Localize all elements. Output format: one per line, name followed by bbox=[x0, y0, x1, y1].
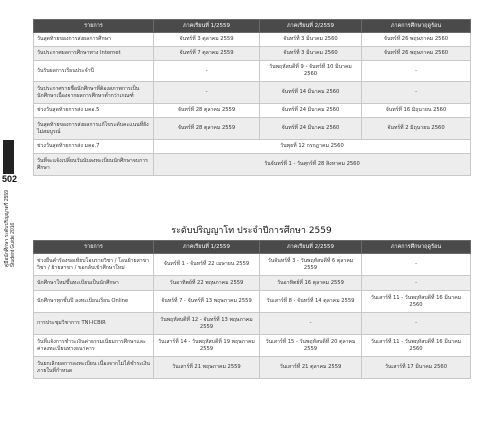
table-row bbox=[34, 61, 471, 82]
cell: จันทร์ที่ 3 มีนาคม 2560 bbox=[260, 47, 362, 61]
running-header bbox=[4, 190, 16, 267]
row-label: ช่วงวันสุดท้ายการส่ง มคอ.5 bbox=[34, 104, 154, 118]
cell: วันเสาร์ที่ 14 - วันพฤหัสบดีที่ 19 พฤษภาคม 2559 bbox=[154, 335, 260, 357]
row-label: นักศึกษาใหม่ขึ้นทะเบียนเป็นนักศึกษา bbox=[34, 276, 154, 291]
column-header: ภาคเรียนที่ 1/2559 bbox=[154, 241, 260, 254]
row-label: วันประกาศรายชื่อนักศึกษาที่ต้องสภาพการเป็นนักศึกษาเนื่องจากผลการศึกษาต่ำกว่าเกณฑ์ bbox=[34, 82, 154, 104]
table-row bbox=[34, 82, 471, 104]
merged-cell: วันจันทร์ที่ 1 - วันศุกร์ที่ 28 สิงหาคม 2560 bbox=[154, 154, 471, 176]
table-row bbox=[34, 313, 471, 335]
column-header: ภาคเรียนที่ 2/2559 bbox=[260, 20, 362, 33]
cell: วันเสาร์ที่ 11 - วันพฤหัสบดีที่ 16 มีนาคม 2560 bbox=[362, 335, 471, 357]
chapter-tab-marker bbox=[3, 140, 14, 174]
row-label: วันยกเลิกผลการลงทะเบียน เนื่องจากไม่ได้ชำระเงินภายในที่กำหนด bbox=[34, 357, 154, 379]
cell: จันทร์ที่ 3 ตุลาคม 2559 bbox=[154, 33, 260, 47]
column-header: รายการ bbox=[34, 20, 154, 33]
cell: จันทร์ที่ 7 ตุลาคม 2559 bbox=[154, 47, 260, 61]
cell: - bbox=[362, 82, 471, 104]
table-row bbox=[34, 47, 471, 61]
page-number: 502 bbox=[2, 174, 18, 184]
row-label: วันประกาศผลการศึกษาทาง Internet bbox=[34, 47, 154, 61]
cell: - bbox=[154, 82, 260, 104]
table-row bbox=[34, 104, 471, 118]
running-header-line: คู่มือนักศึกษา ระดับปริญญาตรี 2559 bbox=[4, 190, 10, 268]
cell: วันเสาร์ที่ 11 - วันพฤหัสบดีที่ 16 มีนาคม 2560 bbox=[362, 291, 471, 313]
column-header: รายการ bbox=[34, 241, 154, 254]
calendar-table-2 bbox=[33, 240, 471, 379]
cell: วันเสาร์ที่ 8 - จันทร์ที่ 14 ตุลาคม 2559 bbox=[260, 291, 362, 313]
row-label: วันสุดท้ายของการส่งผลการแก้ไขระดับคะแนนที่ยังไม่สมบูรณ์ bbox=[34, 118, 154, 140]
cell: จันทร์ที่ 3 มีนาคม 2560 bbox=[260, 33, 362, 47]
cell: จันทร์ที่ 28 ตุลาคม 2559 bbox=[154, 118, 260, 140]
cell: - bbox=[362, 276, 471, 291]
row-label: วันที่แจ้งการชำระเงินค่าธรรมเนียมการศึกษาและค่าลงทะเบียนทางธนาคาร bbox=[34, 335, 154, 357]
table-row bbox=[34, 118, 471, 140]
cell: - bbox=[362, 61, 471, 82]
cell: จันทร์ที่ 26 พฤษภาคม 2560 bbox=[362, 47, 471, 61]
cell: จันทร์ที่ 28 ตุลาคม 2559 bbox=[154, 104, 260, 118]
merged-cell: วันพุธที่ 12 กรกฎาคม 2560 bbox=[154, 140, 471, 154]
cell: - bbox=[362, 254, 471, 276]
cell: จันทร์ที่ 2 มิถุนายน 2560 bbox=[362, 118, 471, 140]
cell: วันเสาร์ที่ 17 มีนาคม 2560 bbox=[362, 357, 471, 379]
cell: จันทร์ที่ 16 มิถุนายน 2560 bbox=[362, 104, 471, 118]
row-label: วันสุดท้ายของการส่งผลการศึกษา bbox=[34, 33, 154, 47]
cell: จันทร์ที่ 7 - จันทร์ที่ 13 พฤษภาคม 2559 bbox=[154, 291, 260, 313]
cell: วันเสาร์ที่ 21 พฤษภาคม 2559 bbox=[154, 357, 260, 379]
side-tab bbox=[0, 0, 16, 436]
cell: - bbox=[154, 61, 260, 82]
cell: - bbox=[260, 313, 362, 335]
cell: วันเสาร์ที่ 21 ตุลาคม 2559 bbox=[260, 357, 362, 379]
cell: วันอาทิตย์ที่ 16 ตุลาคม 2559 bbox=[260, 276, 362, 291]
table-row bbox=[34, 357, 471, 379]
cell: จันทร์ที่ 26 พฤษภาคม 2560 bbox=[362, 33, 471, 47]
table-row bbox=[34, 154, 471, 176]
cell: จันทร์ที่ 1 - จันทร์ที่ 22 เมษายน 2559 bbox=[154, 254, 260, 276]
cell: วันพฤหัสบดีที่ 9 - จันทร์ที่ 10 มีนาคม 2560 bbox=[260, 61, 362, 82]
row-label: ช่วงยื่นคำร้องขอเทียบโอนรายวิชา / โอนย้ายสาขาวิชา / ย้ายสาขา / ขอกลับเข้าศึกษาใหม่ bbox=[34, 254, 154, 276]
table-row bbox=[34, 254, 471, 276]
cell: จันทร์ที่ 24 มีนาคม 2560 bbox=[260, 118, 362, 140]
cell: จันทร์ที่ 24 มีนาคม 2560 bbox=[260, 104, 362, 118]
column-header: ภาคเรียนที่ 2/2559 bbox=[260, 241, 362, 254]
calendar-table-1 bbox=[33, 19, 471, 176]
cell: จันทร์ที่ 14 มีนาคม 2560 bbox=[260, 82, 362, 104]
running-header-line: Student Guide 2016 bbox=[10, 222, 16, 268]
table-row bbox=[34, 276, 471, 291]
row-label: วันที่จะแจ้งเปลี่ยนวันนับลงทะเบียนนักศึกษาจบการศึกษา bbox=[34, 154, 154, 176]
cell: วันเสาร์ที่ 15 - วันพฤหัสบดีที่ 20 ตุลาคม 2559 bbox=[260, 335, 362, 357]
table-row bbox=[34, 335, 471, 357]
table-row bbox=[34, 291, 471, 313]
cell: วันจันทร์ที่ 3 - วันพฤหัสบดีที่ 6 ตุลาคม 2559 bbox=[260, 254, 362, 276]
column-header: ภาคการศึกษาฤดูร้อน bbox=[362, 20, 471, 33]
column-header: ภาคการศึกษาฤดูร้อน bbox=[362, 241, 471, 254]
cell: วันพฤหัสบดีที่ 12 - จันทร์ที่ 13 พฤษภาคม 2559 bbox=[154, 313, 260, 335]
row-label: นักศึกษาทุกชั้นปี ลงทะเบียนเรียน Online bbox=[34, 291, 154, 313]
section-title: ระดับปริญญาโท ประจำปีการศึกษา 2559 bbox=[171, 226, 332, 236]
table-row bbox=[34, 140, 471, 154]
table-header-row bbox=[34, 20, 471, 33]
table-row bbox=[34, 33, 471, 47]
cell: - bbox=[362, 313, 471, 335]
row-label: วันรับผลการเรียนประจำปี bbox=[34, 61, 154, 82]
row-label: การประชุมวิชาการ TNI-ICBIR bbox=[34, 313, 154, 335]
table-header-row bbox=[34, 241, 471, 254]
row-label: ช่วงวันสุดท้ายการส่ง มคอ.7 bbox=[34, 140, 154, 154]
column-header: ภาคเรียนที่ 1/2559 bbox=[154, 20, 260, 33]
cell: วันอาทิตย์ที่ 22 พฤษภาคม 2559 bbox=[154, 276, 260, 291]
